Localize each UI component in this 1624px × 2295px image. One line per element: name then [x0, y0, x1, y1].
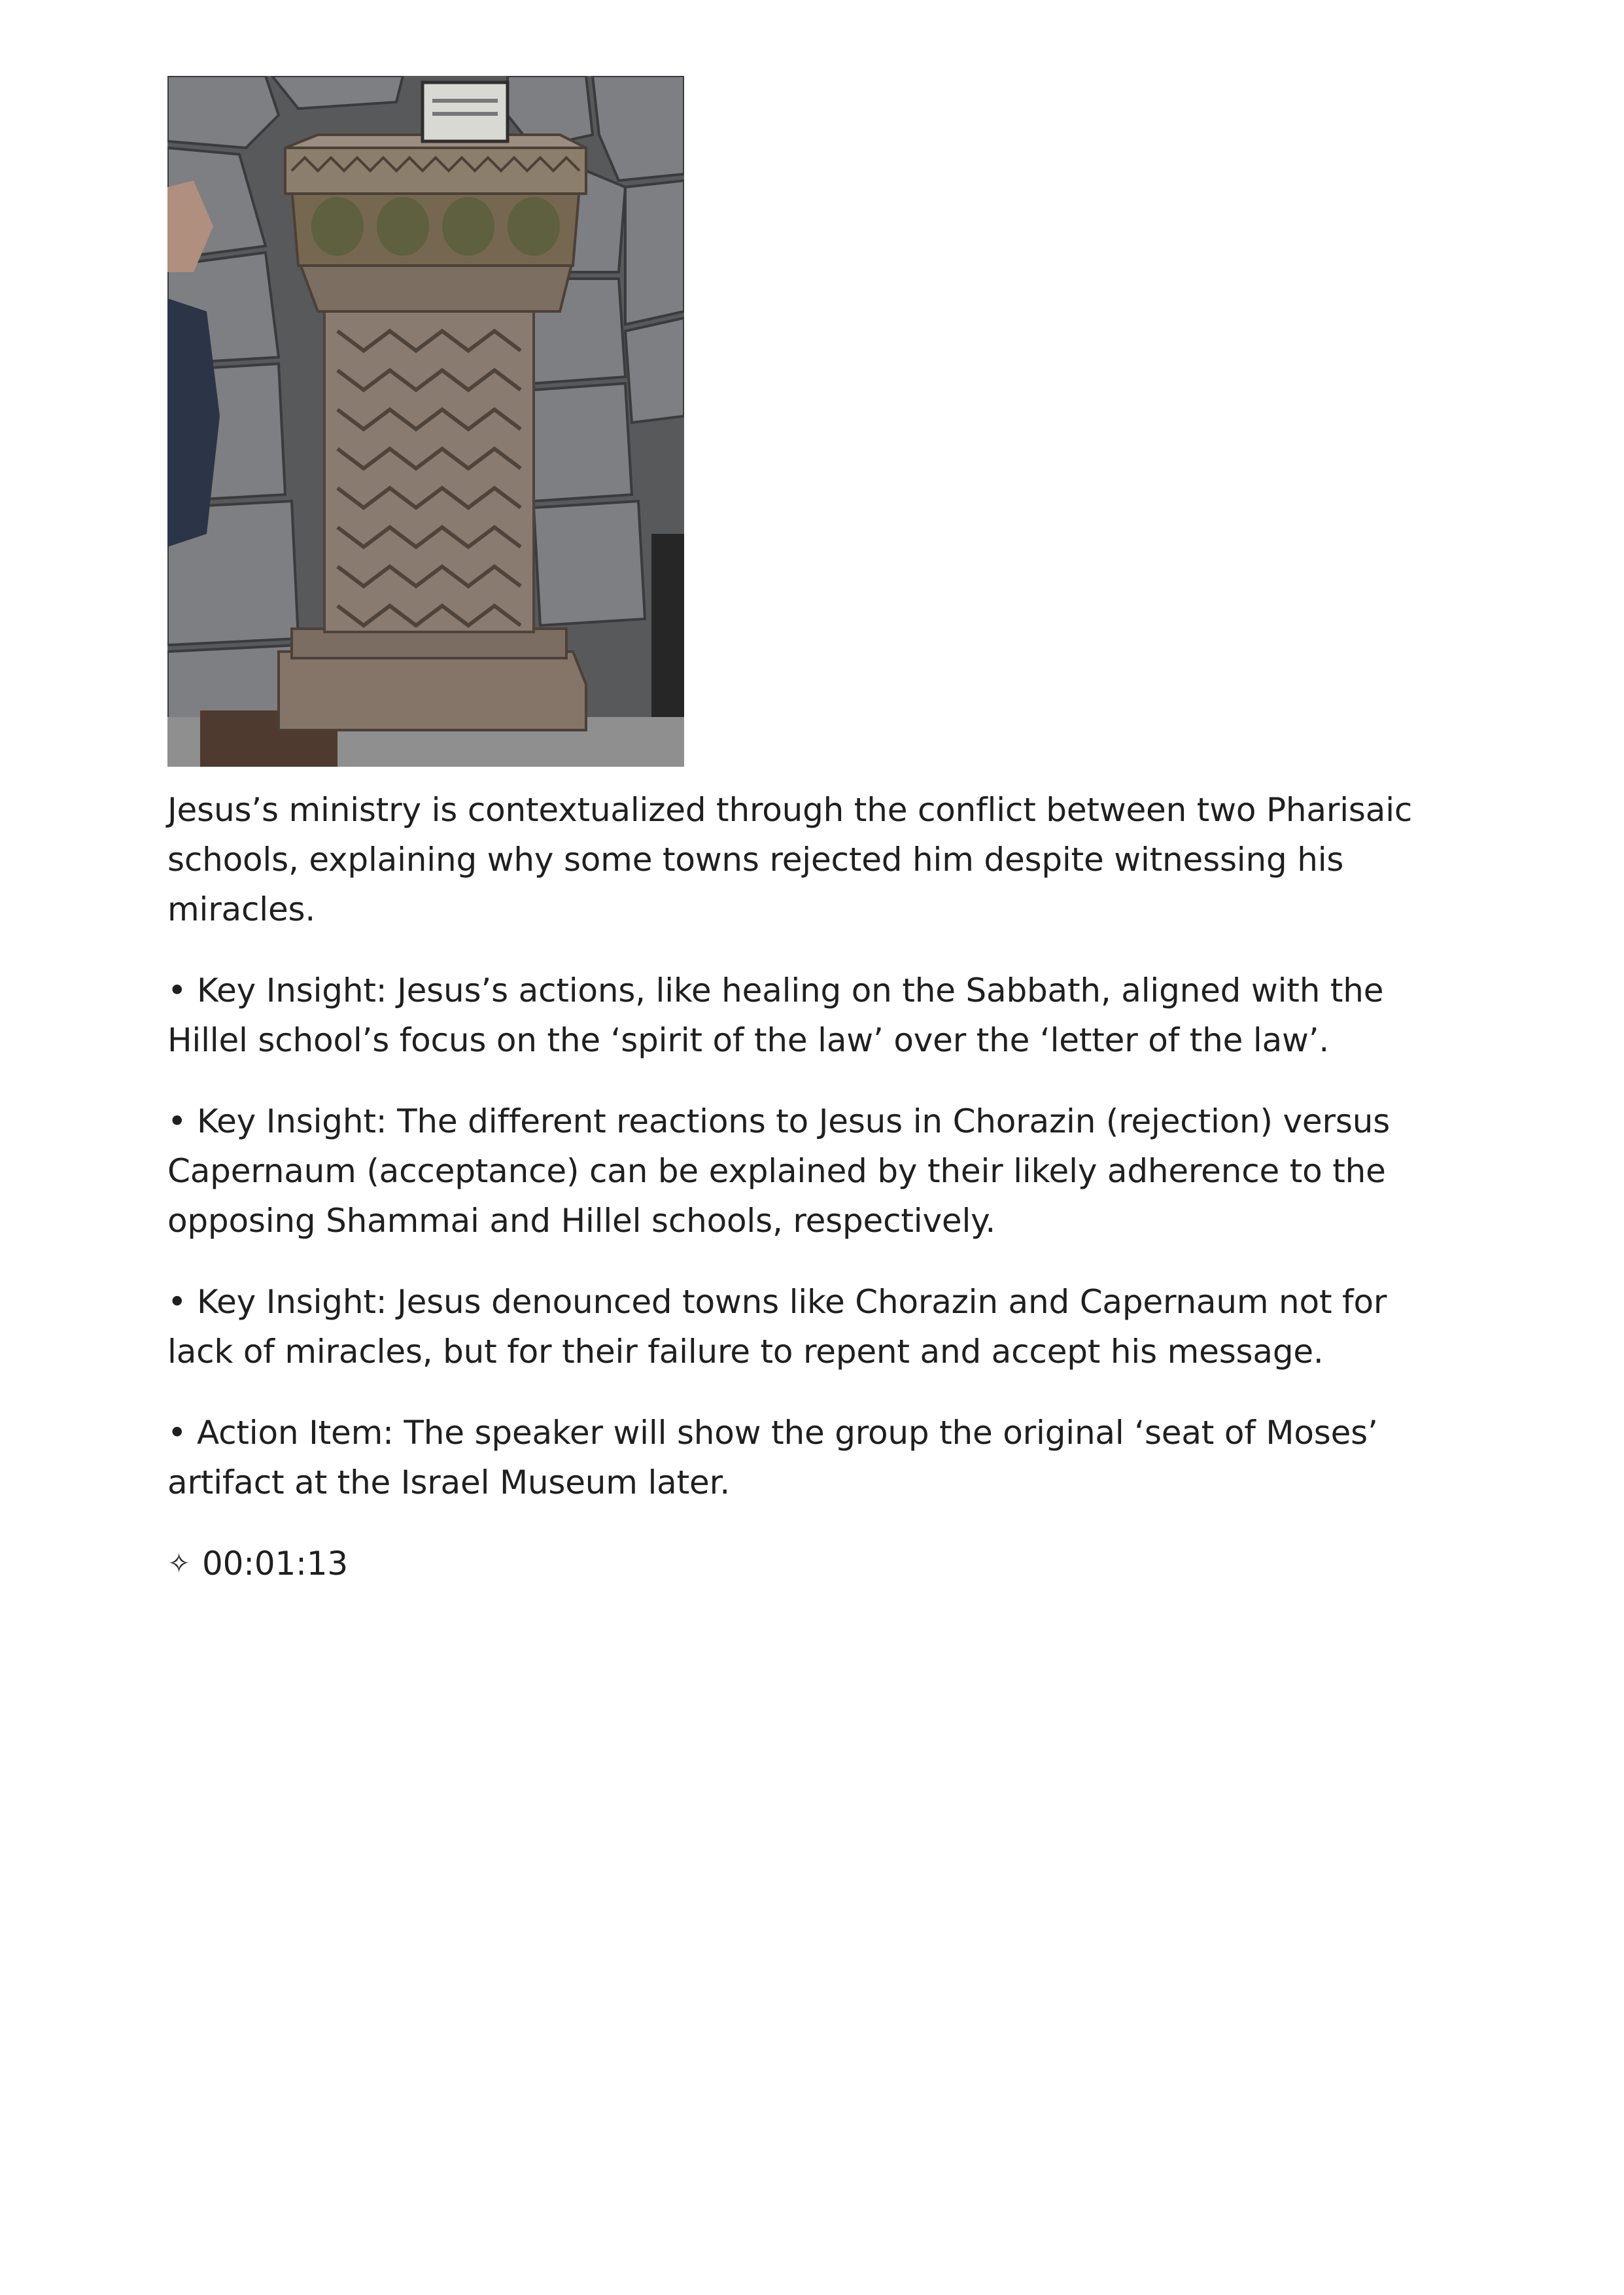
list-item: • Key Insight: The different reactions to Jesus in Chorazin (rejection) versus Capernaum (acceptance) can be explained by their likely adherence to the opposing Shammai and Hillel schools, respectively.	[167, 1102, 1391, 1240]
list-item: • Key Insight: Jesus denounced towns like Chorazin and Capernaum not for lack of miracles, but for their failure to repent and accept his message.	[167, 1283, 1387, 1371]
list-item: • Key Insight: Jesus’s actions, like healing on the Sabbath, aligned with the Hillel school’s focus on the ‘spirit of the law’ over the ‘letter of the law’.	[167, 972, 1384, 1059]
timestamp-label: 00:01:13	[202, 1545, 348, 1583]
sparkle-icon: ✧	[167, 1547, 190, 1579]
seat-of-moses-photo	[167, 76, 684, 767]
document-page	[167, 76, 1462, 1588]
timestamp-link[interactable]	[167, 1539, 1462, 1588]
summary-section	[167, 785, 1462, 1588]
summary-intro: Jesus’s ministry is contextualized through the conflict between two Pharisaic schools, explaining why some towns rejected him despite witnessing his miracles.	[167, 791, 1413, 928]
list-item: • Action Item: The speaker will show the group the original ‘seat of Moses’ artifact at the Israel Museum later.	[167, 1414, 1378, 1501]
